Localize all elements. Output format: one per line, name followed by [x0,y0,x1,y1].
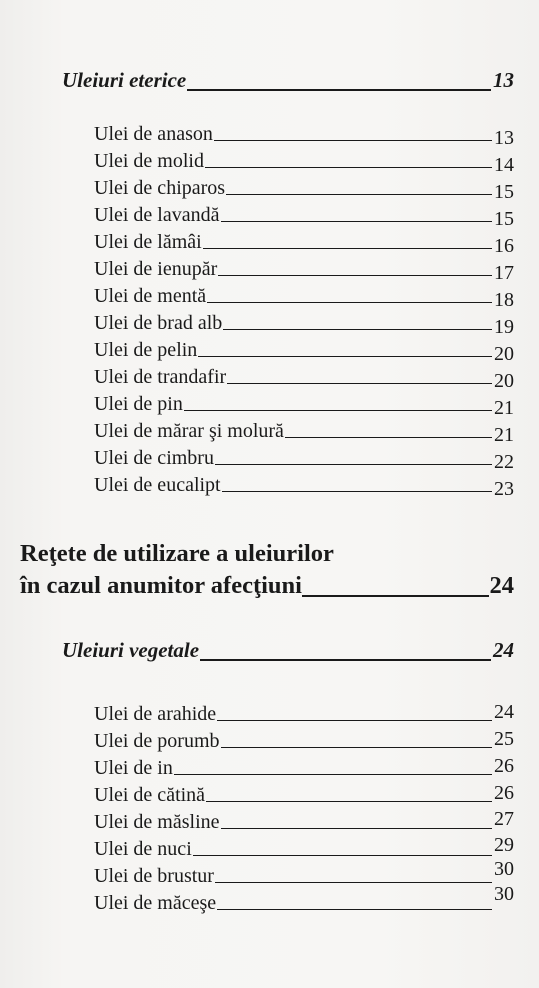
toc-entry[interactable] [94,808,514,834]
leader-line [221,828,492,829]
chapter-heading-line2: în cazul anumitor afecţiuni [20,572,302,599]
entry-page-number: 19 [494,316,514,338]
leader-line [302,595,489,597]
toc-entry[interactable] [94,858,514,888]
leader-line [226,194,492,195]
toc-entry[interactable] [94,835,514,861]
entry-title: Ulei de mărar şi molură [94,420,284,442]
entry-title: Ulei de brustur [94,865,214,887]
entry-title: Ulei de cătină [94,784,206,806]
entry-page-number: 18 [494,289,514,311]
entry-page-number: 25 [494,728,514,750]
leader-line [193,855,492,856]
entry-page-number: 30 [494,858,514,880]
toc-entry[interactable] [94,228,514,257]
entry-page-number: 26 [494,755,514,777]
entry-title: Ulei de măceşe [94,892,217,914]
section-title: Uleiuri vegetale [62,638,200,662]
leader-line [285,437,492,438]
entry-page-number: 22 [494,451,514,473]
section-title: Uleiuri eterice [62,68,187,92]
toc-entry[interactable] [94,471,514,500]
leader-line [203,248,492,249]
entry-page-number: 20 [494,370,514,392]
entry-page-number: 27 [494,808,514,830]
toc-entry[interactable] [94,309,514,338]
leader-line [227,383,492,384]
entry-title: Ulei de eucalipt [94,474,221,496]
leader-line [200,659,491,661]
leader-line [207,302,492,303]
entry-title: Ulei de trandafir [94,366,227,388]
entry-title: Ulei de pin [94,393,183,415]
leader-line [221,221,493,222]
toc-entry[interactable] [94,754,514,780]
toc-entry[interactable] [94,255,514,284]
entry-page-number: 16 [494,235,514,257]
entry-page-number: 20 [494,343,514,365]
chapter-page-number: 24 [489,572,514,599]
toc-entry[interactable] [94,390,514,419]
entry-page-number: 14 [494,154,514,176]
leader-line [198,356,492,357]
entry-page-number: 13 [494,127,514,149]
toc-section-vegetale[interactable] [62,638,514,663]
toc-section-eterice[interactable] [62,68,514,93]
leader-line [214,140,492,141]
toc-entry[interactable] [94,883,514,915]
leader-line [217,720,492,721]
entry-page-number: 15 [494,181,514,203]
entry-title: Ulei de măsline [94,811,220,833]
entry-title: Ulei de anason [94,123,213,145]
leader-line [223,329,492,330]
leader-line [205,167,492,168]
entry-page-number: 24 [494,701,514,723]
entry-page-number: 26 [494,782,514,804]
toc-entry[interactable] [94,282,514,311]
entry-title: Ulei de brad alb [94,312,223,334]
entry-title: Ulei de nuci [94,838,192,860]
entry-page-number: 15 [494,208,514,230]
entry-page-number: 30 [494,883,514,905]
toc-entry[interactable] [94,363,514,392]
entry-page-number: 17 [494,262,514,284]
entry-title: Ulei de in [94,757,173,779]
entry-title: Ulei de pelin [94,339,198,361]
leader-line [222,491,492,492]
leader-line [215,464,492,465]
leader-line [221,747,492,748]
toc-entry[interactable] [94,781,514,807]
toc-entry[interactable] [94,336,514,365]
entry-title: Ulei de porumb [94,730,220,752]
entry-page-number: 29 [494,834,514,856]
entry-title: Ulei de lămâi [94,231,202,253]
section-page-number: 24 [493,638,514,662]
toc-entry[interactable] [94,444,514,473]
chapter-heading-row[interactable] [20,572,514,600]
entry-page-number: 21 [494,424,514,446]
entry-title: Ulei de chiparos [94,177,226,199]
toc-entry[interactable] [94,147,514,176]
leader-line [215,882,492,883]
entry-title: Ulei de ienupăr [94,258,218,280]
toc-entry[interactable] [94,201,514,230]
section-page-number: 13 [493,68,514,92]
entry-title: Ulei de cimbru [94,447,214,469]
entry-title: Ulei de mentă [94,285,207,307]
entry-title: Ulei de arahide [94,703,217,725]
toc-entry[interactable] [94,417,514,446]
toc-entry[interactable] [94,727,514,753]
leader-line [218,275,492,276]
toc-entry[interactable] [94,700,514,726]
leader-line [217,909,492,910]
leader-line [206,801,492,802]
entry-title: Ulei de lavandă [94,204,220,226]
toc-entry[interactable] [94,120,514,149]
chapter-heading-line1: Reţete de utilizare a uleiurilor [20,540,334,567]
leader-line [187,89,491,91]
entry-page-number: 23 [494,478,514,500]
entry-title: Ulei de molid [94,150,204,172]
toc-entry[interactable] [94,174,514,203]
leader-line [174,774,492,775]
leader-line [184,410,492,411]
entry-page-number: 21 [494,397,514,419]
